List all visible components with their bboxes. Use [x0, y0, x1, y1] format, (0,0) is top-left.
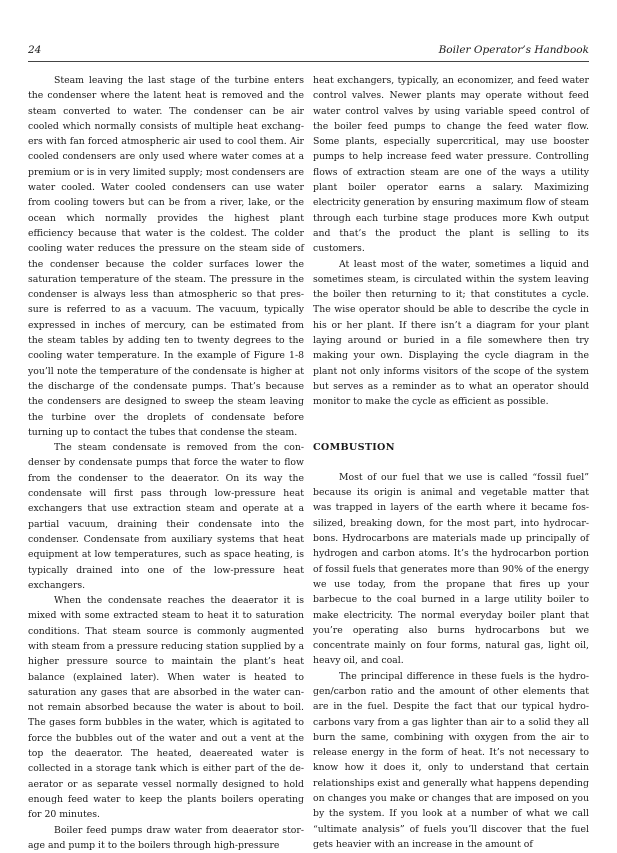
paragraph-fossil-fuel: Most of our fuel that we use is called “fossil fuel” because its origin is animal and vegetable matter that was trapped in layers of the earth where it became fossilized, breaking down, for the most part, into hydrocarbons. Hydrocarbons are materials made up principally of hydrogen and carbon atoms. It’s the hydrocarbon portion of fossil fuels that generates more than 90% of the energy we use today, from the propane that fires up your barbecue to the coal burned in a large utility boiler to make electricity. The normal everyday boiler plant that you’re operating also burns hydrocarbons but we concentrate mainly on four forms, natural gas, light oil, heavy oil, and coal.: [313, 471, 589, 667]
header-rule: [28, 61, 589, 62]
paragraph-condenser: Steam leaving the last stage of the turbine enters the condenser where the latent heat is removed and the steam converted to water. The condenser can be air cooled which normally consists of multiple heat exchangers with fan forced atmospheric air used to cool them. Air cooled condensers are only used where water comes at a premium or is in very limited supply; most condensers are water cooled. Water cooled condensers can use water from cooling towers but can be from a river, lake, or the ocean which normally provides the highest plant efficiency because that water is the coldest. The colder cooling water reduces the pressure on the steam side of the condenser because the colder surfaces lower the saturation temperature of the steam. The pressure in the condenser is always less than atmospheric so that pressure is referred to as a vacuum. The vacuum, typically expressed in inches of mercury, can be estimated from the steam tables by adding ten to twenty degrees to the cooling water temperature. In the example of Figure 1-8 you’ll note the temperature of the condensate is higher at the discharge of the condensate pumps. That’s because the condensers are designed to sweep the steam leaving the turbine over the droplets of condensate before turning up to contact the tubes that condense the steam.: [28, 75, 304, 438]
heading-gap: [313, 455, 589, 470]
left-column: [28, 73, 304, 853]
book-title: Boiler Operator’s Handbook: [438, 44, 589, 56]
paragraph-fuel-differences: The principal difference in these fuels is the hydrogen/carbon ratio and the amount of other elements that are in the fuel. Despite the fact that our typical hydrocarbons vary from a gas lighter than air to a solid they all burn the same, combining with oxygen from the air to release energy in the form of heat. It’s not necessary to know how it does it, only to understand that certain relationships exist and generally what happens depending on changes you make or changes that are imposed on you by the system. If you look at a number of what we call “ultimate analysis” of fuels you’ll discover that the fuel gets heavier with an increase in the amount of: [313, 670, 589, 850]
paragraph-cycle: At least most of the water, sometimes a liquid and sometimes steam, is circulated within the system leaving the boiler then returning to it; that constitutes a cycle. The wise operator should be able to describe the cycle in his or her plant. If there isn’t a diagram for your plant laying around or buried in a file somewhere then try making your own. Displaying the cycle diagram in the plant not only informs visitors of the scope of the system but serves as a reminder as to what an operator should monitor to make the cycle as efficient as possible.: [313, 258, 589, 408]
section-gap: [313, 410, 589, 440]
paragraph-feed-pumps: Boiler feed pumps draw water from deaerator storage and pump it to the boilers through high-pressure: [28, 824, 304, 851]
paragraph-heat-exchangers: heat exchangers, typically, an economizer, and feed water control valves. Newer plants may operate without feed water control valves by using variable speed control of the boiler feed pumps to change the feed water flow. Some plants, especially supercritical, may use booster pumps to help increase feed water pressure. Controlling flows of extraction steam are one of the ways a utility plant boiler operator earns a salary. Maximizing electricity generation by ensuring maximum flow of steam through each turbine stage produces more Kwh output and that’s the product the plant is selling to its customers.: [313, 75, 589, 255]
running-header: [28, 44, 589, 60]
paragraph-deaerator: When the condensate reaches the deaerator it is mixed with some extracted steam to heat it to saturation conditions. That steam source is commonly augmented with steam from a pressure reducing station supplied by a higher pressure source to maintain the plant’s heat balance (explained later). When water is heated to saturation any gases that are absorbed in the water cannot remain absorbed because the water is about to boil. The gases form bubbles in the water, which is agitated to force the bubbles out of the water and out a vent at the top the deaerator. The heated, deaereated water is collected in a storage tank which is either part of the deaerator or as separate vessel normally designed to hold enough feed water to keep the plants boilers operating for 20 minutes.: [28, 595, 304, 821]
right-column: [313, 73, 589, 852]
page-number: 24: [28, 44, 42, 56]
paragraph-condensate: The steam condensate is removed from the condenser by condensate pumps that force the water to flow from the condenser to the deaerator. On its way the condensate will first pass through low-pressure heat exchangers that use extraction steam and operate at a partial vacuum, draining their condensate into the condenser. Condensate from auxiliary systems that heat equipment at low temperatures, such as space heating, is typically drained into one of the low-pressure heat exchangers.: [28, 442, 304, 591]
section-heading-combustion: COMBUSTION: [313, 441, 395, 453]
